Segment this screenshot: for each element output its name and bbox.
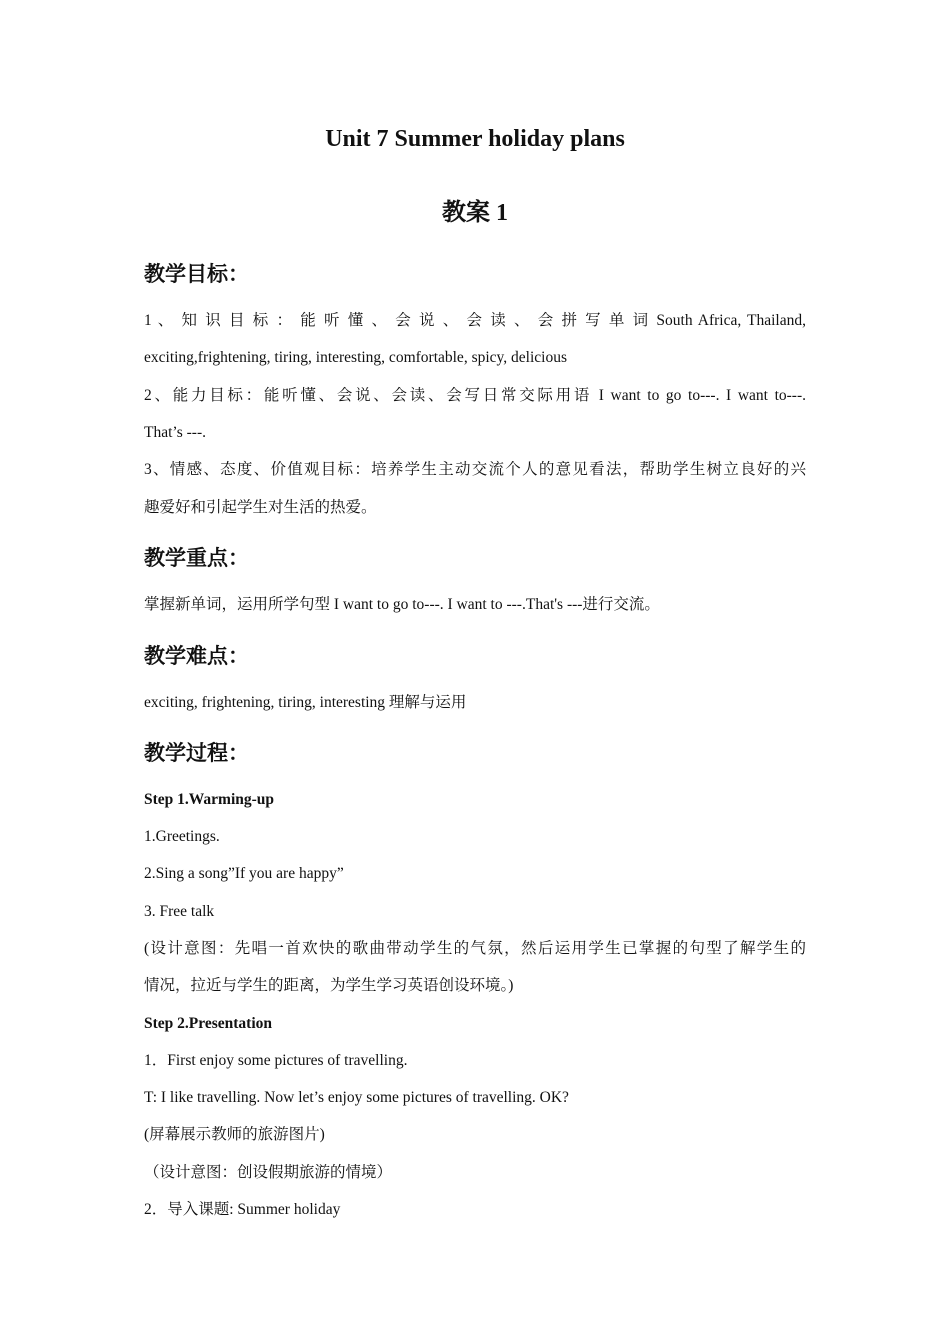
objective-2-line-1: 2、能力目标：能听懂、会说、会读、会写日常交际用语 I want to go to---. I want to---.	[144, 387, 806, 404]
step2-design-note: （设计意图：创设假期旅游的情境）	[144, 1164, 393, 1181]
key-points-text: 掌握新单词，运用所学句型 I want to go to---. I want to ---.That's ---进行交流。	[144, 596, 660, 613]
step2-item-1: 1．First enjoy some pictures of travelling.	[144, 1052, 408, 1069]
step2-screen-note: (屏幕展示教师的旅游图片)	[144, 1126, 325, 1143]
difficulties-heading: 教学难点：	[144, 644, 249, 668]
difficulties-text: exciting, frightening, tiring, interesting 理解与运用	[144, 694, 467, 711]
step1-item-3: 3. Free talk	[144, 903, 215, 920]
process-heading: 教学过程：	[144, 741, 249, 765]
objectives-heading: 教学目标：	[144, 262, 249, 286]
document-subtitle: 教案 1	[442, 200, 508, 226]
objective-3-line-2: 趣爱好和引起学生对生活的热爱。	[144, 499, 377, 516]
step1-item-2: 2.Sing a song”If you are happy”	[144, 865, 344, 882]
step2-dialog: T: I like travelling. Now let’s enjoy some pictures of travelling. OK?	[144, 1089, 569, 1106]
step1-item-1: 1.Greetings.	[144, 828, 220, 845]
step1-note-line-2: 情况，拉近与学生的距离，为学生学习英语创设环境。)	[144, 977, 514, 994]
step1-title: Step 1.Warming-up	[144, 791, 275, 808]
objective-2-line-2: That’s ---.	[144, 424, 206, 441]
objective-3-line-1: 3、情感、态度、价值观目标：培养学生主动交流个人的意见看法，帮助学生树立良好的兴	[144, 461, 806, 478]
step2-title: Step 2.Presentation	[144, 1015, 273, 1032]
key-points-heading: 教学重点：	[144, 546, 249, 570]
step2-item-2: 2．导入课题: Summer holiday	[144, 1201, 341, 1218]
objective-1-line-2: exciting,frightening, tiring, interesting, comfortable, spicy, delicious	[144, 349, 567, 366]
step1-note-line-1: (设计意图：先唱一首欢快的歌曲带动学生的气氛，然后运用学生已掌握的句型了解学生的	[144, 940, 806, 957]
objective-1-line-1: 1 、 知 识 目 标 ： 能 听 懂 、 会 说 、 会 读 、 会 拼 写 单 词 South Africa, Thailand,	[144, 312, 806, 329]
document-title: Unit 7 Summer holiday plans	[325, 126, 625, 152]
